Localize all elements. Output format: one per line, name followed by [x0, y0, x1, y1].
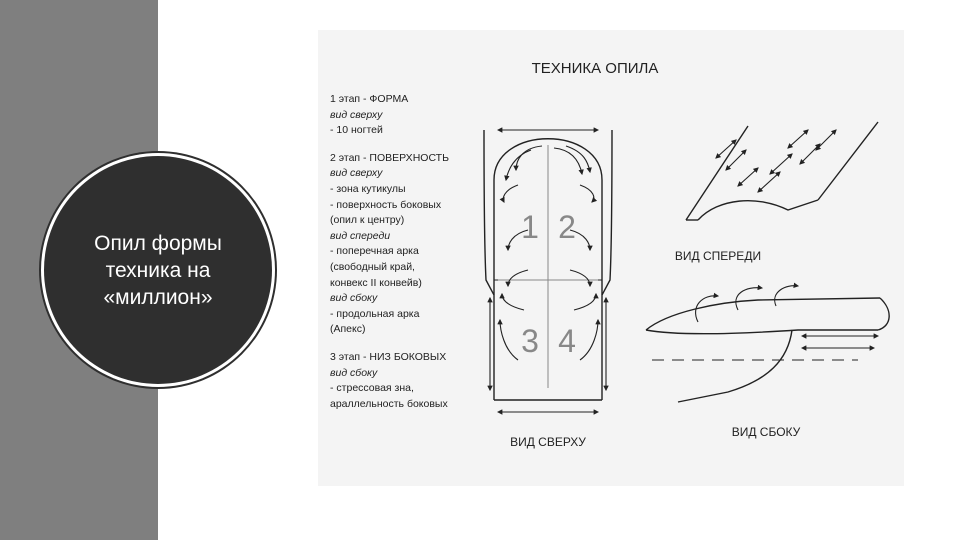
side-view-arrows: [696, 286, 878, 348]
legend-line: - зона кутикулы: [330, 182, 406, 195]
zone-number-2: 2: [558, 209, 576, 245]
side-view-label: ВИД СБОКУ: [731, 425, 801, 439]
legend-line: вид сверху: [330, 167, 383, 180]
slide-title: [63, 230, 253, 311]
legend-line: - стрессовая зна,: [330, 382, 414, 395]
legend-line: вид сверху: [330, 108, 383, 121]
legend-line: (опил к центру): [330, 214, 405, 227]
diagram-title: ТЕХНИКА ОПИЛА: [531, 60, 659, 77]
legend-line: 2 этап - ПОВЕРХНОСТЬ: [330, 151, 449, 164]
legend-line: - поверхность боковых: [330, 198, 442, 211]
zone-number-4: 4: [558, 323, 576, 359]
diagram-drawing: [318, 30, 904, 486]
legend-line: араллельность боковых: [330, 397, 448, 410]
top-view-label: ВИД СВЕРХУ: [510, 435, 586, 449]
top-view-nail: [484, 130, 612, 400]
legend-line: - 10 ногтей: [330, 124, 383, 137]
legend-line: вид сбоку: [330, 292, 378, 305]
legend-line: конвекс II конвейв): [330, 276, 422, 289]
legend-line: (Апекс): [330, 323, 366, 336]
front-view-nail: [686, 122, 878, 220]
front-view-arrows: [716, 130, 836, 192]
slide-title-line-2: техника на: [105, 258, 211, 282]
legend-line: 3 этап - НИЗ БОКОВЫХ: [330, 350, 447, 363]
side-view-nail: [646, 298, 889, 402]
slide-title-line-1: Опил формы: [94, 231, 222, 255]
filing-technique-diagram: [318, 30, 904, 486]
legend-line: вид спереди: [330, 229, 391, 242]
legend-line: (свободный край,: [330, 260, 415, 273]
legend-line: - поперечная арка: [330, 245, 419, 258]
slide-title-line-3: «миллион»: [103, 285, 213, 309]
zone-number-3: 3: [521, 323, 539, 359]
legend-line: вид сбоку: [330, 366, 378, 379]
zone-number-1: 1: [521, 209, 539, 245]
legend-line: - продольная арка: [330, 307, 420, 320]
front-view-label: ВИД СПЕРЕДИ: [674, 249, 762, 263]
legend-line: 1 этап - ФОРМА: [330, 93, 409, 105]
title-circle: [44, 156, 272, 384]
